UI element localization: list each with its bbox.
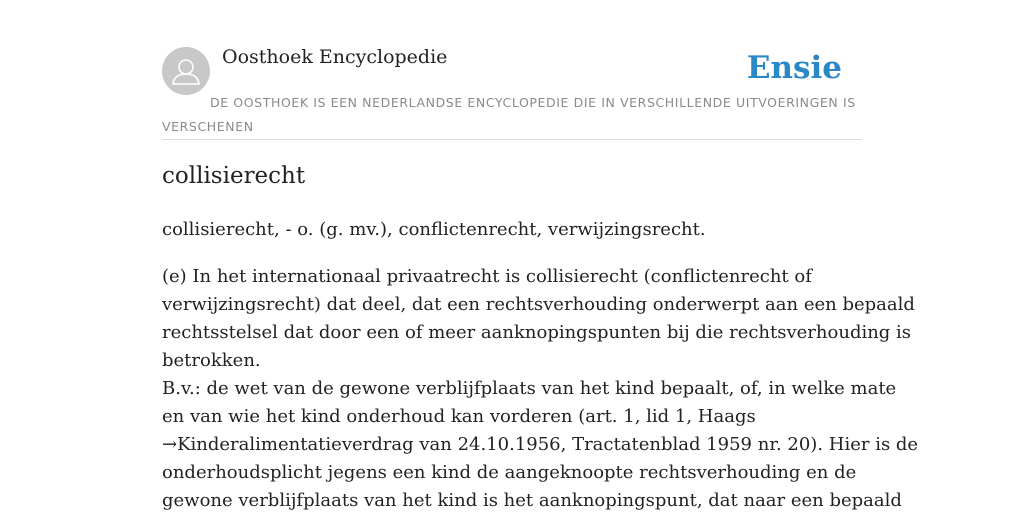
site-tagline: DE OOSTHOEK IS EEN NEDERLANDSE ENCYCLOPEDIE DIE IN VERSCHILLENDE UITVOERINGEN IS VERSCHENEN (162, 95, 856, 134)
article-body (162, 263, 919, 512)
article-line: onderhoudsplicht jegens een kind de aangeknoopte rechtsverhouding en de (162, 462, 857, 483)
article-line: gewone verblijfplaats van het kind is het aanknopingspunt, dat naar een bepaald (162, 490, 902, 511)
article-line: rechtsstelsel dat door een of meer aanknopingspunten bij die rechtsverhouding is (162, 322, 912, 343)
header-divider (162, 139, 862, 140)
user-avatar-icon[interactable] (162, 47, 210, 95)
article-line: en van wie het kind onderhoud kan vorderen (art. 1, lid 1, Haags (162, 406, 756, 427)
article-title: collisierecht (162, 163, 306, 189)
ensie-logo-link[interactable]: Ensie (746, 50, 842, 86)
article-line: (e) In het internationaal privaatrecht is collisierecht (conflictenrecht of (162, 266, 812, 287)
article-definition: collisierecht, - o. (g. mv.), conflictenrecht, verwijzingsrecht. (162, 219, 706, 240)
article-line-with-link[interactable]: →Kinderalimentatieverdrag van 24.10.1956, Tractatenblad 1959 nr. 20). Hier is de (162, 434, 919, 455)
site-name-link[interactable]: Oosthoek Encyclopedie (222, 46, 448, 68)
article-line: B.v.: de wet van de gewone verblijfplaats van het kind bepaalt, of, in welke mate (162, 378, 897, 399)
article-line: verwijzingsrecht) dat deel, dat een rechtsverhouding onderwerpt aan een bepaald (162, 294, 915, 315)
article-line: betrokken. (162, 350, 261, 371)
